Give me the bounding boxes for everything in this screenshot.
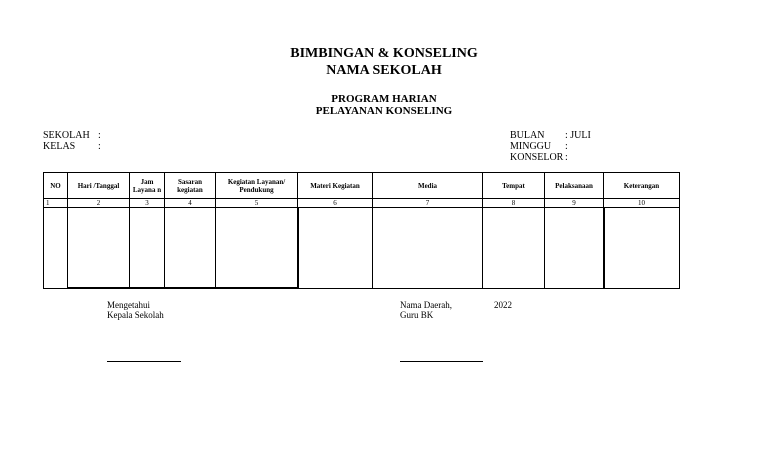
bulan-value: : JULI — [565, 130, 591, 141]
col-number-4: 4 — [165, 199, 216, 208]
header-sasaran-kegiatan: Sasaran kegiatan — [165, 173, 216, 199]
table-header-row — [44, 173, 680, 199]
guru-bk-text: Guru BK — [400, 310, 434, 320]
mengetahui-text: Mengetahui — [107, 300, 150, 310]
kelas-colon: : — [98, 141, 101, 152]
col-number-1: 1 — [44, 199, 68, 208]
header-materi-kegiatan: Materi Kegiatan — [298, 173, 373, 199]
header-pelaksanaan: Pelaksanaan — [545, 173, 604, 199]
header-no: NO — [44, 173, 68, 199]
table-cell — [545, 208, 604, 289]
col-number-8: 8 — [483, 199, 545, 208]
header-jam-layanan: Jam Layana n — [130, 173, 165, 199]
table-cell — [298, 208, 373, 289]
table-cell — [483, 208, 545, 289]
sekolah-colon: : — [98, 130, 101, 141]
table-row — [44, 208, 680, 289]
col-number-3: 3 — [130, 199, 165, 208]
col-number-7: 7 — [373, 199, 483, 208]
guru-bk-signature-line — [400, 361, 483, 362]
table-cell — [373, 208, 483, 289]
header-keterangan: Keterangan — [604, 173, 680, 199]
konselor-label: KONSELOR — [510, 152, 564, 163]
bulan-label: BULAN — [510, 130, 545, 141]
minggu-colon: : — [565, 141, 568, 152]
table-cell — [604, 208, 680, 289]
konselor-colon: : — [565, 152, 568, 163]
header-media: Media — [373, 173, 483, 199]
sekolah-label: SEKOLAH — [43, 130, 90, 141]
header-hari-tanggal: Hari /Tanggal — [68, 173, 130, 199]
col-number-9: 9 — [545, 199, 604, 208]
table-cell — [216, 208, 298, 289]
document-title: BIMBINGAN & KONSELING — [290, 46, 478, 61]
col-number-5: 5 — [216, 199, 298, 208]
kepala-sekolah-signature-line — [107, 361, 181, 362]
nama-daerah-text: Nama Daerah, — [400, 300, 452, 310]
program-subtitle: PELAYANAN KONSELING — [315, 105, 453, 117]
header-tempat: Tempat — [483, 173, 545, 199]
schedule-table — [43, 172, 680, 289]
col-number-2: 2 — [68, 199, 130, 208]
program-title: PROGRAM HARIAN — [331, 93, 437, 105]
table-cell — [130, 208, 165, 289]
kepala-sekolah-text: Kepala Sekolah — [107, 310, 164, 320]
school-name: NAMA SEKOLAH — [326, 63, 442, 78]
kelas-label: KELAS — [43, 141, 76, 152]
col-number-6: 6 — [298, 199, 373, 208]
header-kegiatan-layanan: Kegiatan Layanan/ Pendukung — [216, 173, 298, 199]
minggu-label: MINGGU — [510, 141, 552, 152]
year-text: 2022 — [494, 300, 512, 310]
table-cell — [44, 208, 68, 289]
table-cell — [68, 208, 130, 289]
table-cell — [165, 208, 216, 289]
col-number-10: 10 — [604, 199, 680, 208]
table-number-row — [44, 199, 680, 208]
